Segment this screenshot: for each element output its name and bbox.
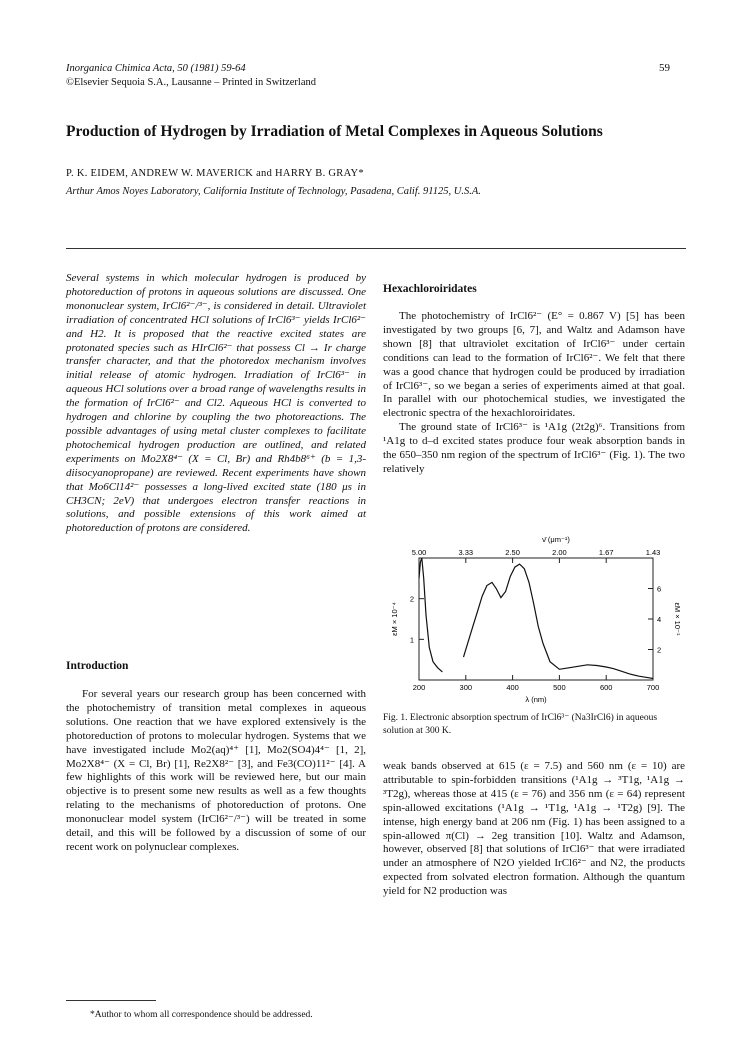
y-axis-label: εM × 10⁻⁴ — [390, 602, 399, 636]
y2-tick-label: 4 — [657, 615, 662, 624]
y2-axis-label: εM × 10⁻¹ — [673, 602, 682, 636]
figure-caption: Fig. 1. Electronic absorption spectrum of IrCl6³⁻ (Na3IrCl6) in aqueous solution at 300 K. — [383, 713, 658, 736]
body-paragraph-3: weak bands observed at 615 (ε = 7.5) and 560 nm (ε = 10) are attributable to spin-forbidden transitions (¹A1g → ³T1g, ¹A1g → ³T2g), whereas those at 415 (ε = 76) and 356 nm (ε = 64) represent spin-allowed excitations (¹A1g → ¹T1g, ¹A1g → ¹T2g) [9]. The intense, high energy band at 206 nm (Fig. 1) has been assigned to a spin-allowed π(Cl) → 2eg transition [10]. Waltz and Adamson, however, observed [8] that solutions of IrCl6³⁻ that were irradiated under an atmosphere of N2O yielded IrCl6²⁻ and N2, the products expected from solvated electron formation. Although the quantum yield for N2 production was — [383, 760, 685, 898]
introduction-heading: Introduction — [66, 660, 129, 672]
author-list: P. K. EIDEM, ANDREW W. MAVERICK and HARRY B. GRAY* — [66, 168, 364, 179]
affiliation: Arthur Amos Noyes Laboratory, California Institute of Technology, Pasadena, Calif. 91125, U.S.A. — [66, 186, 481, 197]
uv-band-curve — [419, 558, 442, 672]
hexachloroiridates-body — [383, 310, 685, 477]
body-paragraph-1: The photochemistry of IrCl6²⁻ (E° = 0.867 V) [5] has been investigated by two groups [6, 7], and Waltz and Adamson have shown [8] that ultraviolet excitation of IrCl6³⁻ under certain conditions can lead to the formation of IrCl6²⁻. We felt that there was a good chance that hydrogen could be produced by irradiation of IrCl6³⁻, so we began a series of experiments aimed at that goal. In parallel with our photochemical studies, we investigated the electronic spectra of the hexachloroiridates. — [383, 310, 685, 420]
x2-axis-label: ν̄ (μm⁻¹) — [542, 535, 570, 544]
header-rule — [66, 248, 686, 249]
hexachloroiridates-continued — [383, 760, 685, 899]
plot-frame — [419, 558, 653, 680]
x2-tick-label: 2.00 — [552, 548, 567, 557]
x2-tick-label: 1.67 — [598, 548, 614, 557]
visible-band-curve — [464, 564, 654, 678]
x2-tick-label: 3.33 — [458, 548, 474, 557]
y-tick-label: 1 — [409, 635, 414, 645]
introduction-body — [66, 688, 366, 855]
absorption-spectrum-figure — [383, 526, 685, 708]
publisher-line: ©Elsevier Sequoia S.A., Lausanne – Printed in Switzerland — [66, 77, 317, 88]
x-tick-label: 200 — [412, 683, 426, 692]
abstract: Several systems in which molecular hydrogen is produced by photoreduction of protons in aqueous solutions are discussed. One mononuclear system, IrCl6²⁻/³⁻, is considered in detail. Ultraviolet irradiation of concentrated HCl solutions of IrCl6³⁻ yields IrCl6²⁻ and H2. It is proposed that the reactive excited states are protonated species such as HIrCl6²⁻ that possess Cl → Ir charge transfer character, and that the photoredox mechanism involves initial release of atomic hydrogen. Irradiation of IrCl6³⁻ in aqueous HCl solutions over a broad range of wavelengths results in the formation of IrCl6²⁻ and Cl2. Aqueous HCl is converted to hydrogen and chlorine by coupling the two photoreactions. The possible advantages of using metal cluster complexes to facilitate photochemical hydrogen production are outlined, and related experiments on Mo2X8⁴⁻ (X = Cl, Br) and Rh4b8⁶⁺ (b = 1,3-diisocyanopropane) are reviewed. Recent experiments have shown that Mo6Cl14²⁻ possesses a long-lived excited state (180 μs in CH3CN; 2eV) that undergoes electron transfer reactions in solutions, and possible extensions of this work aimed at photoreduction of protons are considered. — [66, 272, 366, 535]
x-tick-label: 300 — [459, 683, 473, 692]
x-axis-label: λ (nm) — [525, 695, 547, 704]
page-number: 59 — [659, 62, 670, 74]
introduction-paragraph: For several years our research group has been concerned with the photochemistry of transition metal complexes in aqueous solutions. One reaction that we have explored extensively is the photoreduction of protons to molecular hydrogen. Systems that we have investigated include Mo2(aq)⁴⁺ [1], Mo2(SO4)4⁴⁻ [1, 2], Mo2X8⁴⁻ (X = Cl, Br) [1], Re2X8²⁻ [3], and Fe3(CO)11²⁻ [4]. A few highlights of this work will be reviewed here, but our main objective is to present some new results as well as a few thoughts relating to the mechanisms of photoreduction of protons. One mononuclear model system (IrCl6²⁻/³⁻) will be treated in some detail, and this will be followed by a discussion of some of our recent work on polynuclear complexes. — [66, 688, 366, 853]
footnote: *Author to whom all correspondence should be addressed. — [90, 1010, 313, 1020]
x2-tick-label: 2.50 — [505, 548, 520, 557]
x2-tick-label: 5.00 — [411, 548, 427, 557]
y-tick-label: 2 — [409, 594, 414, 604]
hexachloroiridates-heading: Hexachloroiridates — [383, 283, 477, 295]
x-tick-label: 500 — [553, 683, 566, 692]
x-tick-label: 600 — [599, 683, 613, 692]
journal-citation — [66, 62, 316, 90]
article-title: Production of Hydrogen by Irradiation of Metal Complexes in Aqueous Solutions — [66, 123, 603, 140]
footnote-rule — [66, 1000, 156, 1001]
body-paragraph-2: The ground state of IrCl6³⁻ is ¹A1g (2t2g)⁶. Transitions from ¹A1g to d–d excited states produce four weak absorption bands in the 650–350 nm region of the spectrum of IrCl6³⁻ (Fig. 1). The two relatively — [383, 421, 685, 475]
x-tick-label: 700 — [646, 683, 660, 692]
x2-tick-label: 1.43 — [645, 548, 661, 557]
journal-line: Inorganica Chimica Acta, 50 (1981) 59-64 — [66, 63, 246, 74]
y2-tick-label: 2 — [657, 645, 662, 655]
x-tick-label: 400 — [506, 683, 519, 692]
y2-tick-label: 6 — [657, 584, 662, 594]
